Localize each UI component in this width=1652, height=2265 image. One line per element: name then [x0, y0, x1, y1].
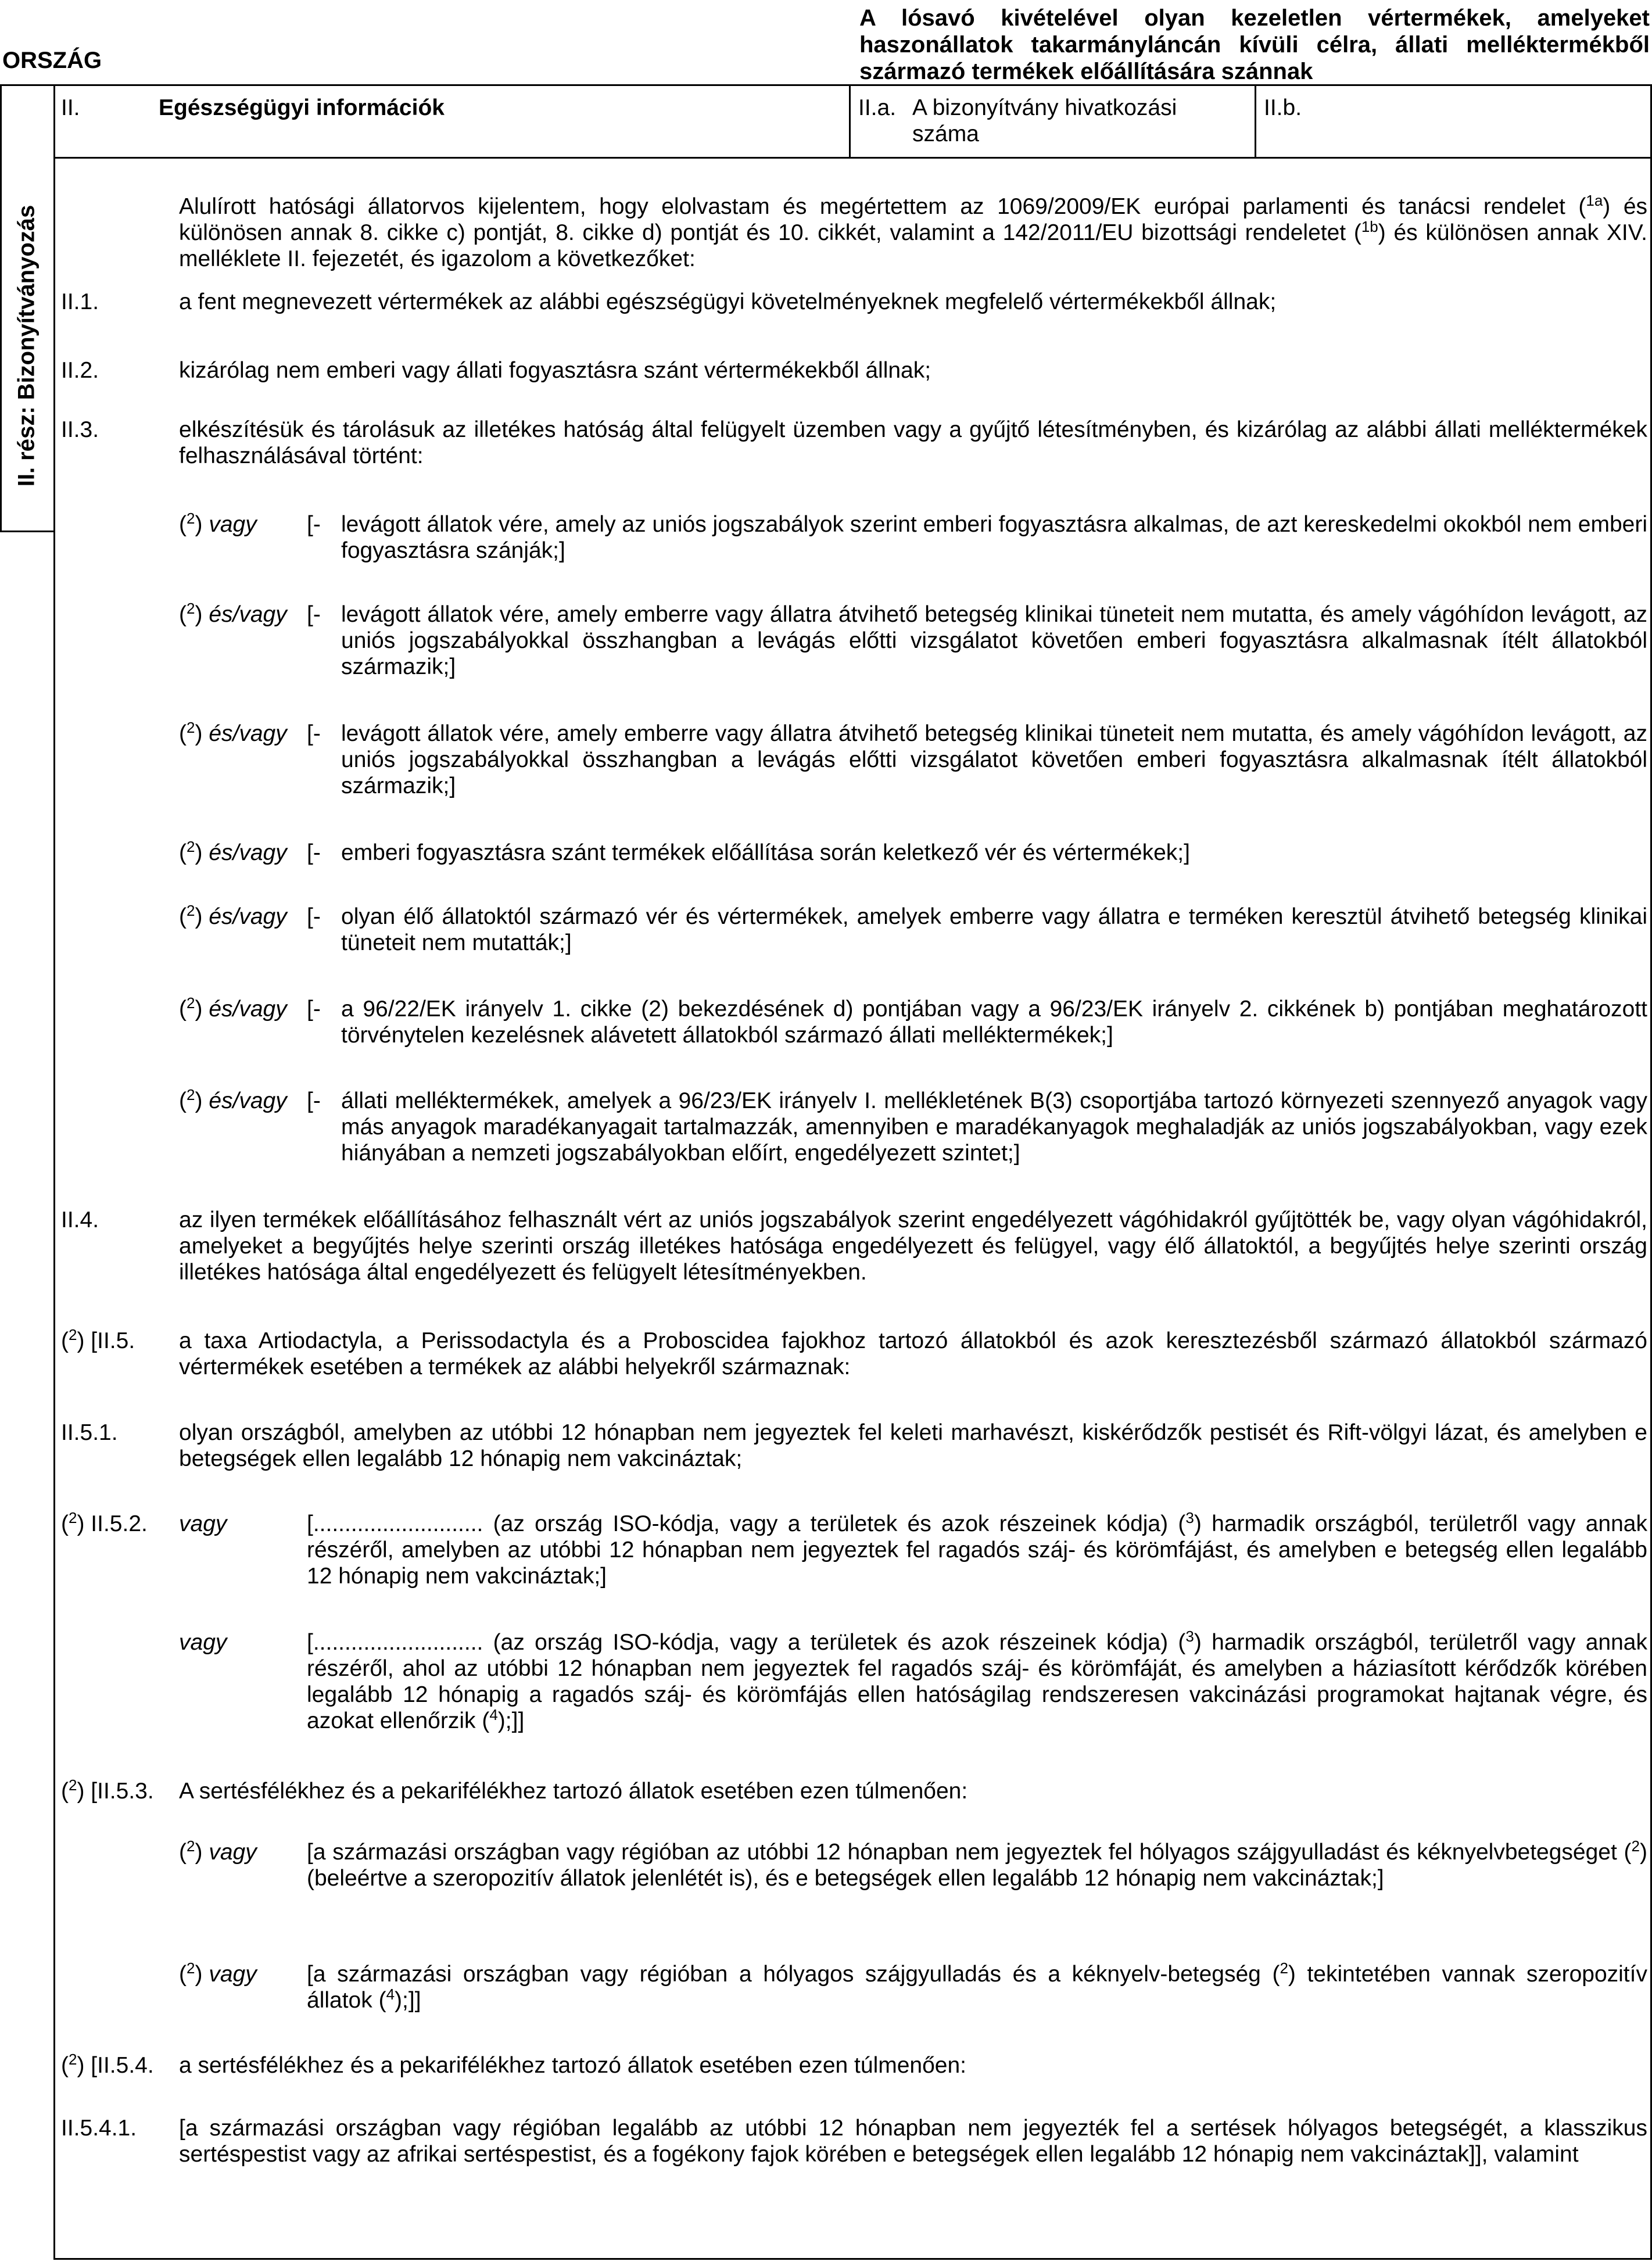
option-word: ($^2$) és/vagy	[179, 838, 287, 865]
item-label-ii5: ($^2$) [II.5.	[61, 1326, 135, 1353]
item-text-ii1: a fent megnevezett vértermékek az alábbi egészségügyi követelményeknek megfelelő vértermékekből állnak;	[179, 289, 1277, 314]
option-text: olyan élő állatoktól származó vér és vértermékek, amelyek emberre vagy állatra e terméken keresztül átvihető betegség klinikai tüneteit nem mutatták;]	[341, 904, 1647, 955]
option-bracket: [-	[307, 904, 321, 929]
option-bracket: [-	[307, 1088, 321, 1113]
ref-label: II.a.	[858, 95, 897, 120]
item-label-ii52: ($^2$) II.5.2.	[61, 1509, 148, 1536]
header-bottom-line	[53, 157, 1652, 159]
country-label: ORSZÁG	[2, 48, 102, 73]
item-label-ii4: II.4.	[61, 1207, 99, 1232]
option-word: ($^2$) és/vagy	[179, 719, 287, 746]
option-word: ($^2$) és/vagy	[179, 1086, 287, 1113]
frame-top-line	[0, 84, 1652, 86]
option-text: emberi fogyasztásra szánt termékek előállítása során keletkező vér és vértermékek;]	[341, 840, 1190, 865]
ii52-opt1-text: [........................... (az ország ISO-kódja, vagy a területek és azok részeinek kódja) ($^3$) harmadik országból, területről vagy annak részéről, amelyben az utóbbi 12 hónapban nem jegyeztek fel ragadós száj- és körömfájást, és amelyben e betegség ellen legalább 12 hónapig nem vakcináztak;]	[307, 1509, 1647, 1589]
item-text-ii541: [a származási országban vagy régióban legalább az utóbbi 12 hónapban nem jegyezték fel a sertések hólyagos betegségét, a klasszikus sertéspestist vagy az afrikai sertéspestist, és a fogékony fajok körében e betegségek ellen legalább 12 hónapig nem vakcináztak]], valamint	[179, 2116, 1647, 2167]
section-title: Egészségügyi információk	[159, 95, 445, 120]
header-divider-1	[849, 84, 851, 159]
header-divider-2	[1255, 84, 1256, 159]
frame-bottom-line	[53, 2258, 1652, 2260]
option-word: ($^2$) és/vagy	[179, 600, 287, 627]
option-text: a 96/22/EK irányelv 1. cikke (2) bekezdésének d) pontjában vagy a 96/23/EK irányelv 2. cikkének b) pontjában meghatározott törvénytelen kezelésnek alávetett állatokból származó állati melléktermékek;]	[341, 997, 1647, 1048]
intro-paragraph: Alulírott hatósági állatorvos kijelentem, hogy elolvastam és megértettem az 1069/2009/EK európai parlamenti és tanácsi rendelet ($^{1a}$) és különösen annak 8. cikke c) pontját, 8. cikke d) pontját és 10. cikkét, valamint a 142/2011/EU bizottsági rendeletet ($^{1b}$) és különösen annak XIV. melléklete II. fejezetét, és igazolom a következőket:	[179, 192, 1648, 271]
option-bracket: [-	[307, 721, 321, 746]
ii53-opt1-text: [a származási országban vagy régióban az utóbbi 12 hónapban nem jegyeztek fel hólyagos szájgyulladást és kéknyelvbetegséget ($^2$) (beleértve a szeropozitív állatok jelenlétét is), és e betegségek ellen legalább 12 hónapig nem vakcináztak;]	[307, 1837, 1647, 1891]
option-bracket: [-	[307, 997, 321, 1022]
option-text: levágott állatok vére, amely emberre vagy állatra átvihető betegség klinikai tüneteit nem mutatta, és amely vágóhídon levágott, az uniós jogszabályokkal összhangban a levágás előtti vizsgálatot követően emberi fogyasztásra alkalmasnak ítélt állatokból származik;]	[341, 721, 1647, 798]
item-label-ii3: II.3.	[61, 417, 99, 442]
certificate-title: A lósavó kivételével olyan kezeletlen vértermékek, amelyeket haszonállatok takarmányláncán kívüli célra, állati melléktermékből származó termékek előállítására szánnak	[859, 5, 1650, 84]
item-label-ii2: II.2.	[61, 358, 99, 383]
option-text: levágott állatok vére, amely emberre vagy állatra átvihető betegség klinikai tüneteit nem mutatta, és amely vágóhídon levágott, az uniós jogszabályokkal összhangban a levágás előtti vizsgálatot követően emberi fogyasztásra alkalmasnak ítélt állatokból származik;]	[341, 602, 1647, 679]
item-label-ii54: ($^2$) [II.5.4.	[61, 2051, 154, 2078]
option-text: levágott állatok vére, amely az uniós jogszabályok szerint emberi fogyasztásra alkalmas, de azt kereskedelmi okokból nem emberi fogyasztásra szánják;]	[341, 512, 1647, 563]
item-text-ii4: az ilyen termékek előállításához felhasznált vért az uniós jogszabályok szerint engedélyezett vágóhidakról gyűjtötték be, vagy olyan vágóhidakról, amelyeket a begyűjtés helye szerinti ország illetékes hatósága engedélyezett és felügyel, vagy élő állatoktól, a begyűjtés helye szerinti ország illetékes hatósága által engedélyezett és felügyelt létesítményekben.	[179, 1207, 1647, 1285]
option-word: ($^2$) és/vagy	[179, 994, 287, 1022]
item-label-ii51: II.5.1.	[61, 1420, 118, 1445]
ii52-opt2-word: vagy	[179, 1630, 227, 1655]
option-text: állati melléktermékek, amelyek a 96/23/EK irányelv I. mellékletének B(3) csoportjába tartozó környezeti szennyező anyagok vagy más anyagok maradékanyagait tartalmazzák, amennyiben e maradékanyagok meghaladják az uniós jogszabályokban, vagy ezek hiányában a nemzeti jogszabályokban előírt, engedélyezett szintet;]	[341, 1088, 1647, 1166]
option-bracket: [-	[307, 512, 321, 537]
sidebar-left-line	[0, 84, 2, 532]
item-text-ii53: A sertésfélékhez és a pekarifélékhez tartozó állatok esetében ezen túlmenően:	[179, 1779, 968, 1804]
option-bracket: [-	[307, 602, 321, 627]
option-bracket: [-	[307, 840, 321, 865]
item-text-ii54: a sertésfélékhez és a pekarifélékhez tartozó állatok esetében ezen túlmenően:	[179, 2053, 967, 2078]
ii53-opt2-text: [a származási országban vagy régióban a hólyagos szájgyulladás és a kéknyelv-betegség ($^2$) tekintetében vannak szeropozitív állatok ($^4$);]]	[307, 1959, 1647, 2013]
item-label-ii1: II.1.	[61, 289, 99, 314]
ii52-opt1-word: vagy	[179, 1511, 227, 1536]
item-text-ii2: kizárólag nem emberi vagy állati fogyasztásra szánt vértermékekből állnak;	[179, 358, 931, 383]
iib-label: II.b.	[1264, 95, 1302, 120]
item-text-ii51: olyan országból, amelyben az utóbbi 12 hónapban nem jegyeztek fel keleti marhavészt, kiskérődzők pestisét és Rift-völgyi lázat, és amelyben e betegségek ellen legalább 12 hónapig nem vakcináztak;	[179, 1420, 1647, 1471]
option-word: ($^2$) vagy	[179, 510, 257, 537]
side-label: II. rész: Bizonyítványozás	[13, 205, 40, 487]
ref-text: A bizonyítvány hivatkozási száma	[912, 95, 1177, 146]
option-word: ($^2$) és/vagy	[179, 902, 287, 929]
sidebar-right-line	[53, 84, 55, 2260]
item-label-ii53: ($^2$) [II.5.3.	[61, 1776, 154, 1804]
ii52-opt2-text: [........................... (az ország ISO-kódja, vagy a területek és azok részeinek kódja) ($^3$) harmadik országból, területről vagy annak részéről, ahol az utóbbi 12 hónapban nem jegyeztek fel ragadós száj- és körömfáját, és amelyben a háziasított kérődzők körében legalább 12 hónapig a ragadós száj- és körömfájás ellen hatóságilag rendszeresen vakcinázási programokat hajtanak végre, és azokat ellenőrzik ($^4$);]]	[307, 1628, 1647, 1733]
item-text-ii3: elkészítésük és tárolásuk az illetékes hatóság által felügyelt üzemben vagy a gyűjtő létesítményben, és kizárólag az alábbi állati melléktermékek felhasználásával történt:	[179, 417, 1647, 468]
item-label-ii541: II.5.4.1.	[61, 2116, 137, 2141]
ii53-opt1-word: ($^2$) vagy	[179, 1837, 257, 1865]
item-text-ii5: a taxa Artiodactyla, a Perissodactyla és a Proboscidea fajokhoz tartozó állatokból és azok keresztezésből származó állatokból származó vértermékek esetében a termékek az alábbi helyekről származnak:	[179, 1328, 1647, 1379]
ii53-opt2-word: ($^2$) vagy	[179, 1959, 257, 1987]
section-number: II.	[61, 95, 80, 120]
